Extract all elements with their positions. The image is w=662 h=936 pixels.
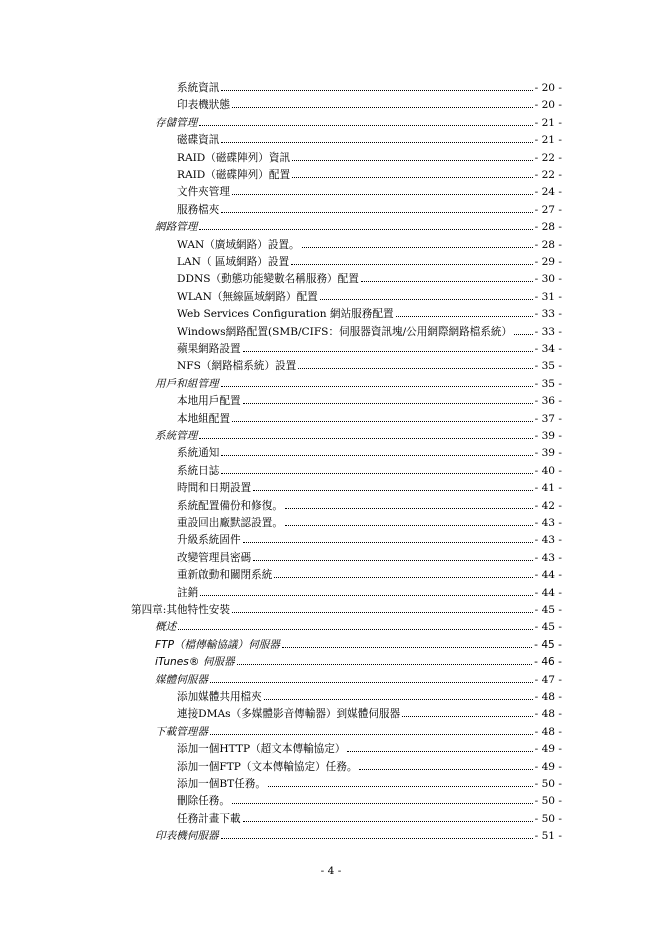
toc-entry[interactable] — [177, 237, 562, 254]
toc-entry[interactable] — [177, 776, 562, 793]
toc-entry[interactable] — [177, 585, 562, 602]
toc-entry-title: iTunes® 伺服器 — [155, 656, 235, 669]
dot-leader — [237, 664, 533, 665]
dot-leader — [232, 421, 533, 422]
toc-entry[interactable] — [177, 706, 562, 723]
toc-entry-title: RAID（磁碟陣列）資訊 — [177, 151, 291, 164]
toc-entry-title: 系統配置備份和修復。 — [177, 499, 283, 512]
toc-entry[interactable] — [177, 515, 562, 532]
toc-entry-title: 用戶和組管理 — [155, 377, 219, 390]
toc-entry-page: - 49 - — [534, 743, 562, 756]
toc-entry-title: LAN（ 區域網路）設置 — [177, 256, 290, 268]
toc-entry[interactable] — [177, 324, 562, 341]
toc-entry[interactable] — [177, 532, 562, 549]
toc-entry-title: 網路管理 — [155, 221, 198, 234]
toc-entry-page: - 20 - — [534, 82, 562, 94]
dot-leader — [199, 229, 532, 230]
dot-leader — [291, 264, 533, 265]
toc-entry[interactable] — [177, 341, 562, 358]
toc-entry-title: 本地組配置 — [177, 412, 230, 425]
toc-entry[interactable] — [177, 132, 562, 149]
toc-entry-title: 系統資訊 — [177, 82, 220, 94]
toc-entry-page: - 45 - — [534, 621, 562, 634]
dot-leader — [359, 769, 532, 770]
toc-entry-title: 服務檔夾 — [177, 203, 220, 216]
toc-entry-title: 磁碟資訊 — [177, 134, 220, 147]
toc-entry-title: 添加媒體共用檔夾 — [177, 691, 262, 703]
toc-entry[interactable] — [131, 602, 562, 619]
toc-entry-page: - 42 - — [534, 499, 562, 512]
toc-entry[interactable] — [177, 411, 562, 428]
toc-entry-title: 刪除任務。 — [177, 795, 230, 808]
toc-entry[interactable] — [155, 376, 562, 393]
dot-leader — [285, 525, 533, 526]
toc-entry[interactable] — [155, 654, 562, 671]
toc-entry-title: 文件夾管理 — [177, 186, 230, 199]
toc-entry-title: 任務計畫下載 — [177, 812, 241, 825]
dot-leader — [302, 247, 533, 248]
toc-entry-page: - 50 - — [534, 778, 562, 790]
toc-entry-page: - 21 - — [534, 116, 562, 129]
dot-leader — [199, 125, 532, 126]
dot-leader — [298, 368, 532, 369]
toc-entry[interactable] — [177, 811, 562, 828]
toc-entry-page: - 24 - — [534, 186, 562, 199]
toc-entry-title: 印表機伺服器 — [155, 830, 219, 843]
toc-entry-page: - 40 - — [534, 464, 562, 477]
dot-leader — [243, 403, 533, 404]
dot-leader — [232, 612, 533, 613]
dot-leader — [361, 281, 533, 282]
dot-leader — [210, 734, 533, 735]
toc-entry[interactable] — [155, 428, 562, 445]
toc-entry-page: - 41 - — [534, 482, 562, 495]
page-number: - 4 - — [320, 865, 342, 877]
toc-entry-page: - 45 - — [534, 638, 562, 651]
toc-entry[interactable] — [155, 619, 562, 636]
toc-entry-page: - 48 - — [534, 725, 562, 738]
dot-leader — [243, 351, 533, 352]
toc-entry-page: - 37 - — [534, 412, 562, 425]
toc-entry-page: - 51 - — [534, 830, 562, 843]
toc-entry-title: 第四章:其他特性安裝 — [131, 604, 230, 616]
toc-entry-title: 連接DMAs（多媒體影音傳輸器）到媒體伺服器 — [177, 708, 401, 721]
toc-entry-page: - 36 - — [534, 395, 562, 408]
toc-entry-page: - 43 - — [534, 551, 562, 564]
toc-entry-page: - 48 - — [534, 691, 562, 703]
toc-entry[interactable] — [177, 271, 562, 288]
toc-entry-page: - 34 - — [534, 343, 562, 355]
toc-entry[interactable] — [177, 80, 562, 97]
toc-entry-page: - 20 - — [534, 99, 562, 112]
dot-leader — [221, 212, 532, 213]
toc-entry-page: - 28 - — [534, 238, 562, 251]
dot-leader — [514, 334, 533, 335]
dot-leader — [210, 682, 533, 683]
toc-entry[interactable] — [177, 97, 562, 114]
dot-leader — [232, 194, 533, 195]
toc-entry[interactable] — [155, 724, 562, 741]
toc-entry-title: 重新啟動和關閉系統 — [177, 569, 273, 582]
dot-leader — [243, 542, 533, 543]
dot-leader — [221, 142, 532, 143]
toc-entry-page: - 33 - — [534, 308, 562, 321]
toc-entry-title: 升級系統固件 — [177, 534, 241, 547]
dot-leader — [232, 107, 533, 108]
toc-entry[interactable] — [177, 793, 562, 810]
dot-leader — [292, 160, 533, 161]
dot-leader — [396, 316, 533, 317]
toc-entry-title: 時間和日期設置 — [177, 482, 252, 495]
toc-entry[interactable] — [177, 689, 562, 706]
toc-entry-page: - 33 - — [534, 325, 562, 338]
toc-entry[interactable] — [177, 741, 562, 758]
dot-leader — [232, 803, 533, 804]
toc-entry-page: - 30 - — [534, 273, 562, 286]
toc-entry-title: 下載管理器 — [155, 725, 208, 738]
toc-entry-title: 存儲管理 — [155, 116, 198, 129]
toc-entry-title: 系統日誌 — [177, 464, 220, 477]
dot-leader — [200, 595, 532, 596]
toc-entry-page: - 28 - — [534, 221, 562, 234]
dot-leader — [282, 647, 532, 648]
toc-entry-title: 添加一個BT任務。 — [177, 778, 267, 790]
toc-entry[interactable] — [155, 115, 562, 132]
toc-entry-page: - 35 - — [534, 360, 562, 373]
dot-leader — [402, 716, 533, 717]
toc-entry-page: - 48 - — [534, 708, 562, 721]
toc-entry-title: FTP（檔傳輸協議）伺服器 — [155, 638, 280, 651]
toc-entry-page: - 39 - — [534, 447, 562, 460]
toc-entry-title: RAID（磁碟陣列）配置 — [177, 169, 291, 181]
toc-entry[interactable] — [177, 445, 562, 462]
toc-entry[interactable] — [177, 254, 562, 271]
toc-entry[interactable] — [177, 393, 562, 410]
toc-entry-page: - 35 - — [534, 377, 562, 390]
toc-entry[interactable] — [177, 167, 562, 184]
toc-entry-page: - 43 - — [534, 517, 562, 529]
toc-entry-title: Windows網路配置(SMB/CIFS：伺服器資訊塊/公用網際網路檔系統） — [177, 325, 513, 338]
toc-entry[interactable] — [177, 463, 562, 480]
dot-leader — [199, 438, 532, 439]
dot-leader — [243, 821, 533, 822]
toc-entry-page: - 39 - — [534, 430, 562, 442]
dot-leader — [221, 473, 532, 474]
toc-entry-title: 註銷 — [177, 586, 199, 599]
dot-leader — [221, 838, 533, 839]
toc-entry[interactable] — [177, 480, 562, 497]
toc-entry[interactable] — [177, 202, 562, 219]
dot-leader — [320, 299, 533, 300]
toc-entry-page: - 45 - — [534, 604, 562, 616]
dot-leader — [178, 629, 532, 630]
toc-entry-title: DDNS（動態功能變數名稱服務）配置 — [177, 273, 359, 286]
dot-leader — [285, 508, 533, 509]
toc-entry-title: Web Services Configuration 網站服務配置 — [177, 308, 394, 321]
toc-entry-page: - 21 - — [534, 134, 562, 147]
toc-entry-title: 蘋果網路設置 — [177, 343, 241, 355]
toc-entry[interactable] — [177, 567, 562, 584]
toc-entry[interactable] — [155, 219, 562, 236]
toc-entry-title: WLAN（無線區域網路）配置 — [177, 290, 318, 303]
toc-entry[interactable] — [177, 289, 562, 306]
toc-entry-title: 系統通知 — [177, 447, 220, 460]
dot-leader — [221, 90, 532, 91]
dot-leader — [292, 177, 533, 178]
toc-entry-page: - 50 - — [534, 812, 562, 825]
toc-entry[interactable] — [177, 306, 562, 323]
toc-entry-title: 概述 — [155, 621, 177, 634]
dot-leader — [221, 455, 532, 456]
toc-entry-page: - 50 - — [534, 795, 562, 808]
toc-entry-page: - 44 - — [534, 569, 562, 582]
toc-entry[interactable] — [177, 759, 562, 776]
toc-entry-title: NFS（網路檔系統）設置 — [177, 360, 297, 373]
toc-entry[interactable] — [155, 828, 562, 845]
toc-entry[interactable] — [177, 358, 562, 375]
toc-entry-title: 重設回出廠默認設置。 — [177, 517, 283, 529]
dot-leader — [347, 751, 532, 752]
toc-entry[interactable] — [177, 550, 562, 567]
toc-entry-title: WAN（廣域網路）設置。 — [177, 238, 300, 251]
dot-leader — [268, 786, 533, 787]
toc-entry-title: 改變管理員密碼 — [177, 551, 252, 564]
dot-leader — [264, 699, 533, 700]
toc-entry[interactable] — [177, 498, 562, 515]
toc-entry-page: - 22 - — [534, 169, 562, 181]
toc-entry-page: - 31 - — [534, 290, 562, 303]
dot-leader — [221, 386, 533, 387]
toc-entry-title: 媒體伺服器 — [155, 673, 208, 686]
toc-entry[interactable] — [155, 672, 562, 689]
toc-entry-page: - 47 - — [534, 673, 562, 686]
dot-leader — [253, 560, 532, 561]
dot-leader — [274, 577, 532, 578]
toc-entry-page: - 27 - — [534, 203, 562, 216]
toc-entry-title: 添加一個FTP（文本傳輸協定）任務。 — [177, 760, 358, 773]
toc-entry-title: 系統管理 — [155, 430, 198, 442]
toc-entry-title: 印表機狀態 — [177, 99, 230, 112]
dot-leader — [253, 490, 532, 491]
toc-entry-page: - 46 - — [534, 656, 562, 669]
toc-entry-page: - 29 - — [534, 256, 562, 268]
toc-entry-title: 本地用戶配置 — [177, 395, 241, 408]
toc-entry-title: 添加一個HTTP（超文本傳輸協定） — [177, 743, 346, 756]
toc-entry-page: - 22 - — [534, 151, 562, 164]
toc-entry[interactable] — [177, 150, 562, 167]
toc-entry[interactable] — [155, 637, 562, 654]
toc-entry[interactable] — [177, 184, 562, 201]
toc-entry-page: - 43 - — [534, 534, 562, 547]
toc-entry-page: - 44 - — [534, 586, 562, 599]
toc-entry-page: - 49 - — [534, 760, 562, 773]
